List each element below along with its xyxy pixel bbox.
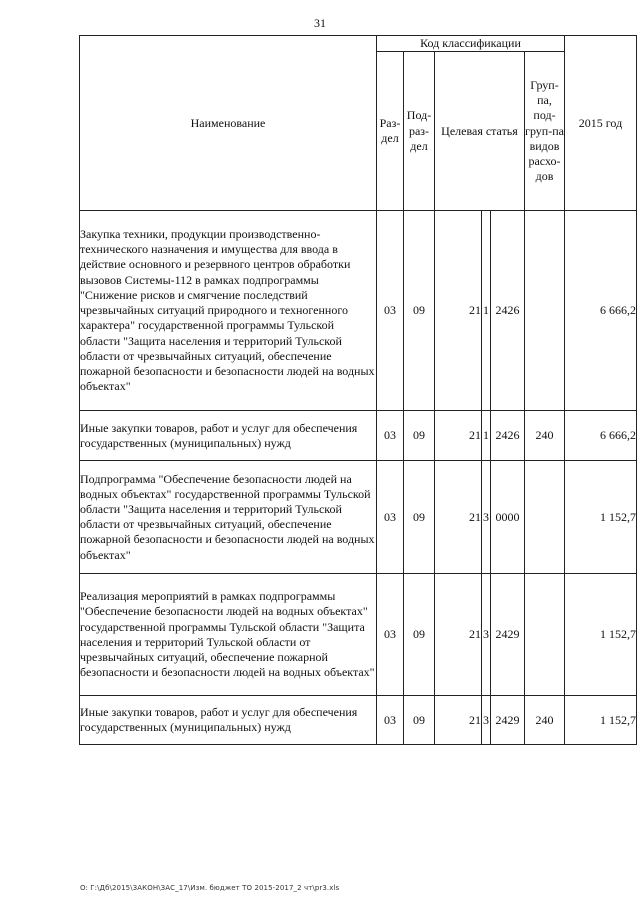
row-expense-group xyxy=(525,574,565,696)
row-target-1: 21 xyxy=(435,461,482,574)
row-razdel: 03 xyxy=(377,696,404,745)
row-podrazdel: 09 xyxy=(404,211,435,411)
row-target-3: 0000 xyxy=(491,461,525,574)
row-target-2: 1 xyxy=(482,411,491,461)
row-podrazdel: 09 xyxy=(404,696,435,745)
row-podrazdel: 09 xyxy=(404,411,435,461)
table-row xyxy=(80,574,637,696)
row-target-2: 3 xyxy=(482,696,491,745)
row-podrazdel: 09 xyxy=(404,461,435,574)
row-sum: 6 666,2 xyxy=(565,411,637,461)
table-row xyxy=(80,696,637,745)
table-row xyxy=(80,411,637,461)
row-razdel: 03 xyxy=(377,411,404,461)
podrazdel-header xyxy=(404,52,435,211)
year-header: 2015 год xyxy=(565,36,637,211)
row-target-2: 1 xyxy=(482,211,491,411)
expense-group-header xyxy=(525,52,565,211)
row-target-3: 2426 xyxy=(491,411,525,461)
row-name: Закупка техники, продукции производственно-технического назначения и имущества для ввода в действие основного и резервного центров обработки вызовов Системы-112 в рамках подпрограммы "Снижение рисков и смягчение последствий чрезвычайных ситуаций природного и техногенного характера" государственной программы Тульской области "Защита населения и территорий Тульской области от чрезвычайных ситуаций, обеспечение пожарной безопасности и безопасности людей на водных объектах" xyxy=(80,211,377,411)
row-sum: 1 152,7 xyxy=(565,696,637,745)
table-row xyxy=(80,211,637,411)
row-target-3: 2429 xyxy=(491,574,525,696)
code-classification-header: Код классификации xyxy=(377,36,565,52)
row-expense-group xyxy=(525,461,565,574)
row-target-3: 2429 xyxy=(491,696,525,745)
podrazdel-header-text: Под-раз-дел xyxy=(406,108,432,153)
row-name: Реализация мероприятий в рамках подпрограммы "Обеспечение безопасности людей на водных объектах" государственной программы Тульской области "Защита населения и территорий Тульской области от чрезвычайных ситуаций, обеспечение пожарной безопасности и безопасности людей на водных объектах" xyxy=(80,574,377,696)
row-podrazdel: 09 xyxy=(404,574,435,696)
file-path-footer: O: Г:\Дб\2015\ЗАКОН\ЗАС_17\Изм. бюджет ТО 2015-2017_2 чт\pr3.xls xyxy=(80,884,340,892)
row-razdel: 03 xyxy=(377,574,404,696)
row-name: Иные закупки товаров, работ и услуг для обеспечения государственных (муниципальных) нужд xyxy=(80,411,377,461)
row-razdel: 03 xyxy=(377,461,404,574)
name-header: Наименование xyxy=(80,36,377,211)
razdel-header xyxy=(377,52,404,211)
row-razdel: 03 xyxy=(377,211,404,411)
row-expense-group xyxy=(525,211,565,411)
row-target-1: 21 xyxy=(435,211,482,411)
table-row xyxy=(80,461,637,574)
row-target-1: 21 xyxy=(435,574,482,696)
row-sum: 6 666,2 xyxy=(565,211,637,411)
row-target-2: 3 xyxy=(482,574,491,696)
row-target-1: 21 xyxy=(435,696,482,745)
budget-table xyxy=(79,35,637,745)
target-article-header xyxy=(435,52,525,211)
row-target-3: 2426 xyxy=(491,211,525,411)
row-target-1: 21 xyxy=(435,411,482,461)
row-name: Иные закупки товаров, работ и услуг для обеспечения государственных (муниципальных) нужд xyxy=(80,696,377,745)
page-number: 31 xyxy=(314,16,326,30)
row-target-2: 3 xyxy=(482,461,491,574)
row-sum: 1 152,7 xyxy=(565,574,637,696)
row-expense-group: 240 xyxy=(525,411,565,461)
header-row-top xyxy=(80,36,637,52)
row-name: Подпрограмма "Обеспечение безопасности людей на водных объектах" государственной программы Тульской области "Защита населения и территорий Тульской области от чрезвычайных ситуаций, обеспечение пожарной безопасности и безопасности людей на водных объектах" xyxy=(80,461,377,574)
row-sum: 1 152,7 xyxy=(565,461,637,574)
row-expense-group: 240 xyxy=(525,696,565,745)
target-article-header-text: Целевая статья xyxy=(441,123,518,138)
expense-group-header-text: Груп-па, под-груп-па видов расхо-дов xyxy=(525,77,564,184)
razdel-header-text: Раз-дел xyxy=(379,116,401,146)
